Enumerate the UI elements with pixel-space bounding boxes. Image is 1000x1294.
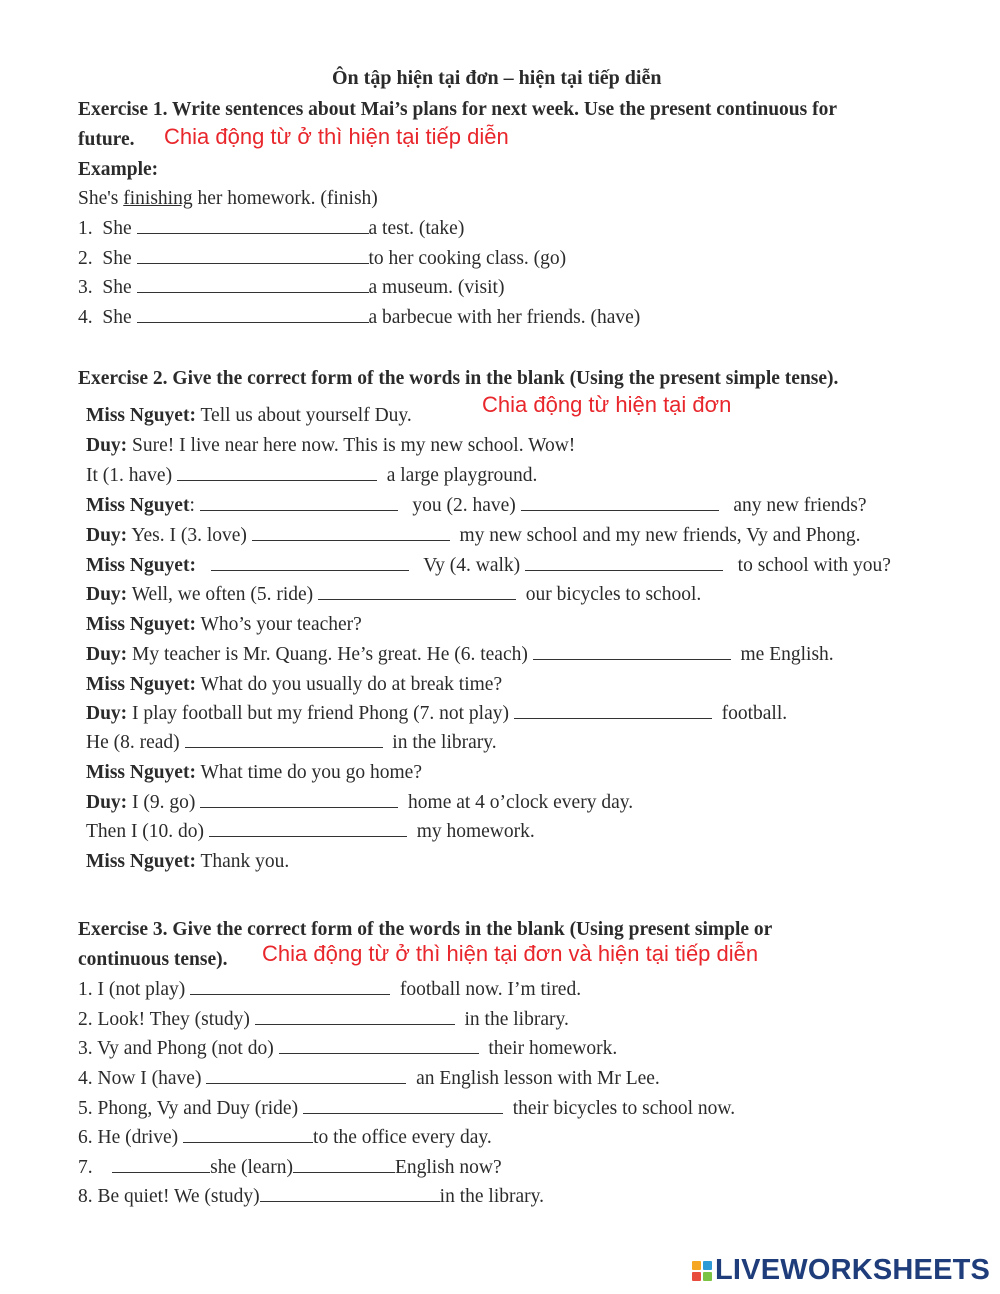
- answer-blank[interactable]: [206, 1067, 406, 1084]
- ex3-item: [78, 1156, 502, 1180]
- speaker: Miss Nguyet:: [86, 851, 196, 872]
- dialogue-line: [86, 404, 412, 428]
- item-rest: to her cooking class. (go): [368, 248, 567, 269]
- answer-blank[interactable]: [514, 702, 712, 719]
- item-text: 1. I (not play): [78, 979, 186, 1000]
- dialogue-line: [86, 673, 502, 697]
- item-subject: She: [102, 277, 132, 298]
- exercise-3-heading-continued: continuous tense).: [78, 949, 228, 970]
- answer-blank[interactable]: [255, 1008, 455, 1025]
- exercise-3-note: Chia động từ ở thì hiện tại đơn và hiện tại tiếp diễn: [262, 941, 759, 966]
- exercise-1-note: Chia động từ ở thì hiện tại tiếp diễn: [164, 124, 509, 149]
- ex1-item: [78, 306, 640, 330]
- dialogue-line: [86, 524, 860, 548]
- logo-block: [703, 1272, 712, 1281]
- answer-blank[interactable]: [183, 1126, 313, 1143]
- speaker: Duy:: [86, 703, 128, 724]
- answer-blank[interactable]: [521, 494, 719, 511]
- line-text: a large playground.: [386, 465, 538, 486]
- line-text: my homework.: [416, 821, 535, 842]
- line-text: our bicycles to school.: [525, 584, 702, 605]
- answer-blank[interactable]: [533, 643, 731, 660]
- line-text: :: [189, 495, 195, 516]
- dialogue-line: [86, 464, 537, 488]
- page-title: Ôn tập hiện tại đơn – hiện tại tiếp diễn: [332, 67, 662, 89]
- ex1-item: [78, 276, 504, 300]
- item-number: 2.: [78, 248, 93, 269]
- item-text: 4. Now I (have): [78, 1068, 202, 1089]
- speaker: Duy:: [86, 525, 128, 546]
- line-text: Tell us about yourself Duy.: [200, 405, 412, 426]
- speaker: Duy:: [86, 644, 128, 665]
- speaker: Miss Nguyet:: [86, 674, 196, 695]
- answer-blank[interactable]: [211, 554, 409, 571]
- answer-blank[interactable]: [260, 1185, 440, 1202]
- ex3-item: [78, 978, 581, 1002]
- line-text: Thank you.: [200, 851, 290, 872]
- dialogue-line: [86, 731, 497, 755]
- answer-blank[interactable]: [525, 554, 723, 571]
- line-text: Yes. I (3. love): [131, 525, 247, 546]
- item-subject: She: [102, 248, 132, 269]
- answer-blank[interactable]: [137, 217, 369, 234]
- line-text: Then I (10. do): [86, 821, 205, 842]
- example-post: her homework. (finish): [192, 188, 378, 209]
- answer-blank[interactable]: [177, 464, 377, 481]
- ex3-item: [78, 1008, 569, 1032]
- item-text: an English lesson with Mr Lee.: [416, 1068, 660, 1089]
- line-text: I (9. go): [132, 792, 196, 813]
- item-rest: a test. (take): [368, 218, 465, 239]
- dialogue-line: [86, 583, 701, 607]
- ex3-item: [78, 1126, 492, 1150]
- item-text: 7.: [78, 1157, 93, 1178]
- speaker: Duy:: [86, 435, 128, 456]
- dialogue-line: [86, 434, 575, 458]
- dialogue-line: [86, 613, 362, 637]
- item-text: 3. Vy and Phong (not do): [78, 1038, 274, 1059]
- logo-block: [703, 1261, 712, 1270]
- liveworksheets-logo[interactable]: [692, 1254, 990, 1287]
- answer-blank[interactable]: [293, 1156, 395, 1173]
- line-text: Sure! I live near here now. This is my new school. Wow!: [132, 435, 576, 456]
- logo-block: [692, 1261, 701, 1270]
- ex3-item: [78, 1185, 544, 1209]
- speaker: Miss Nguyet: [86, 495, 190, 516]
- item-rest: a barbecue with her friends. (have): [368, 307, 641, 328]
- example-pre: She's: [78, 188, 124, 209]
- line-text: My teacher is Mr. Quang. He’s great. He (6. teach): [132, 644, 528, 665]
- speaker: Miss Nguyet:: [86, 405, 196, 426]
- line-text: in the library.: [392, 732, 497, 753]
- item-subject: She: [102, 218, 132, 239]
- ex3-item: [78, 1037, 617, 1061]
- ex1-item: [78, 247, 566, 271]
- line-text: home at 4 o’clock every day.: [408, 792, 634, 813]
- dialogue-line: [86, 554, 891, 578]
- dialogue-line: [86, 702, 787, 726]
- line-text: What time do you go home?: [200, 762, 422, 783]
- item-rest: a museum. (visit): [368, 277, 505, 298]
- answer-blank[interactable]: [137, 306, 369, 323]
- answer-blank[interactable]: [303, 1097, 503, 1114]
- answer-blank[interactable]: [137, 247, 369, 264]
- logo-text: LIVEWORKSHEETS: [715, 1254, 991, 1286]
- line-text: Vy (4. walk): [423, 555, 521, 576]
- line-text: any new friends?: [733, 495, 867, 516]
- item-text: their bicycles to school now.: [512, 1098, 736, 1119]
- line-text: you (2. have): [412, 495, 516, 516]
- ex1-item: [78, 217, 464, 241]
- item-text: 8. Be quiet! We (study): [78, 1186, 260, 1207]
- logo-blocks-icon: [692, 1261, 712, 1281]
- line-text: What do you usually do at break time?: [200, 674, 503, 695]
- exercise-1-heading-continued: future.: [78, 129, 135, 150]
- speaker: Miss Nguyet:: [86, 555, 196, 576]
- item-subject: She: [102, 307, 132, 328]
- item-number: 3.: [78, 277, 93, 298]
- dialogue-line: [86, 643, 834, 667]
- item-text: 2. Look! They (study): [78, 1009, 250, 1030]
- logo-block: [692, 1272, 701, 1281]
- item-text: football now. I’m tired.: [399, 979, 582, 1000]
- line-text: Well, we often (5. ride): [131, 584, 314, 605]
- line-text: football.: [721, 703, 788, 724]
- answer-blank[interactable]: [279, 1037, 479, 1054]
- answer-blank[interactable]: [185, 731, 383, 748]
- answer-blank[interactable]: [190, 978, 390, 995]
- item-text: 5. Phong, Vy and Duy (ride): [78, 1098, 299, 1119]
- dialogue-line: [86, 761, 422, 785]
- item-text: in the library.: [439, 1186, 544, 1207]
- example-label: Example:: [78, 159, 159, 180]
- item-text: in the library.: [464, 1009, 569, 1030]
- line-text: me English.: [740, 644, 834, 665]
- line-text: It (1. have): [86, 465, 173, 486]
- dialogue-line: [86, 820, 535, 844]
- ex3-item: [78, 1067, 660, 1091]
- line-text: Who’s your teacher?: [200, 614, 362, 635]
- item-text: English now?: [394, 1157, 502, 1178]
- item-number: 4.: [78, 307, 93, 328]
- line-text: to school with you?: [737, 555, 891, 576]
- exercise-3-heading: Exercise 3. Give the correct form of the words in the blank (Using present simple or: [78, 919, 773, 940]
- item-number: 1.: [78, 218, 93, 239]
- exercise-2-heading: Exercise 2. Give the correct form of the words in the blank (Using the present simple tense).: [78, 368, 839, 389]
- ex3-item: [78, 1097, 735, 1121]
- dialogue-line: [86, 791, 633, 815]
- speaker: Duy:: [86, 792, 128, 813]
- exercise-1-heading: Exercise 1. Write sentences about Mai’s plans for next week. Use the present continuous for: [78, 99, 838, 120]
- answer-blank[interactable]: [137, 276, 369, 293]
- item-text: to the office every day.: [313, 1127, 492, 1148]
- dialogue-line: [86, 850, 289, 874]
- answer-blank[interactable]: [200, 791, 398, 808]
- answer-blank[interactable]: [252, 524, 450, 541]
- line-text: my new school and my new friends, Vy and Phong.: [459, 525, 861, 546]
- line-text: He (8. read): [86, 732, 180, 753]
- answer-blank[interactable]: [318, 583, 516, 600]
- answer-blank[interactable]: [209, 820, 407, 837]
- speaker: Miss Nguyet:: [86, 762, 196, 783]
- example-sentence: [78, 187, 378, 211]
- example-answer: finishing: [123, 188, 193, 209]
- item-text: 6. He (drive): [78, 1127, 179, 1148]
- item-text: she (learn): [210, 1157, 293, 1178]
- item-text: their homework.: [488, 1038, 618, 1059]
- speaker: Duy:: [86, 584, 128, 605]
- answer-blank[interactable]: [112, 1156, 210, 1173]
- answer-blank[interactable]: [200, 494, 398, 511]
- exercise-2-note: Chia động từ hiện tại đơn: [482, 392, 732, 417]
- speaker: Miss Nguyet:: [86, 614, 196, 635]
- dialogue-line: [86, 494, 867, 518]
- line-text: I play football but my friend Phong (7. not play): [132, 703, 509, 724]
